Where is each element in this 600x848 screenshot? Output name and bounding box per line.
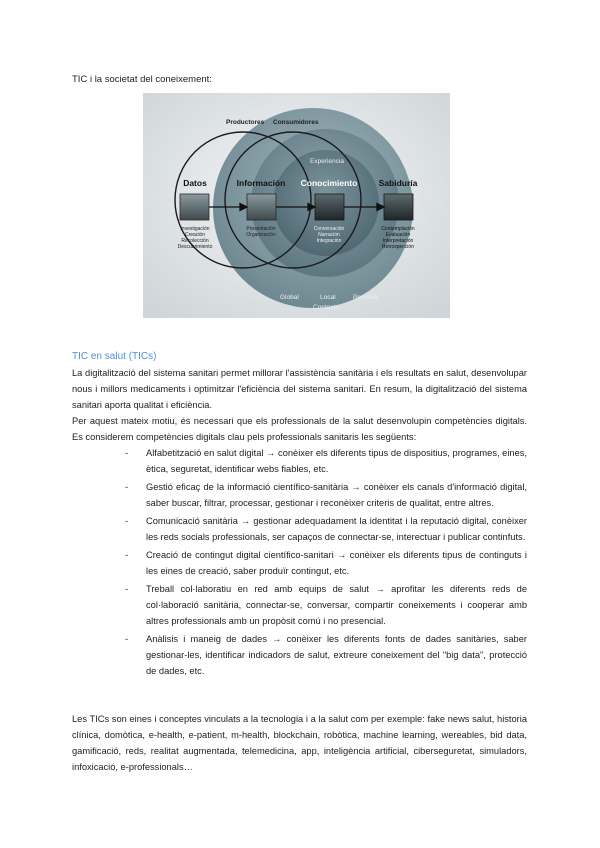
list-item-text: Gestió eficaç de la informació científico-sanitària → conèixer els canals d'informació digital, saber buscar, filtrar, processar, gestionar i reconèixer criteris de qualitat, entre altres. (146, 482, 527, 508)
local-label: Local (320, 294, 336, 301)
context-label: Contexto (313, 304, 340, 311)
stage-title-sabiduria: Sabiduría (378, 178, 418, 188)
experience-label: Experiencia (310, 158, 344, 165)
list-item-text: Comunicació sanitària → gestionar adequadament la identitat i la reputació digital, conèixer les reds socials professionals, ser capaços de connectar-se, interectuar i publicar continfuts. (146, 516, 527, 542)
stage-desc: Presentación (246, 226, 276, 232)
stage-box-informacion (247, 194, 276, 220)
personal-label: Personal (353, 294, 379, 301)
stage-desc: Conversación (313, 226, 345, 232)
list-item (125, 479, 527, 511)
bullet-dash: - (125, 550, 129, 560)
list-item (125, 513, 527, 545)
list-item-text: Anàlisis i maneig de dades → conèixer les diferents fonts de dades sanitàries, saber gestionar-les, identificar indicadors de salut, extreure coneixement del "big data", protecció de dades, etc. (146, 634, 527, 676)
list-item-text: Creació de contingut digital científico-sanitari → conèixer els diferents tipus de continguts i les eines de creació, saber produïr contingut, etc. (146, 550, 527, 576)
list-item (125, 581, 527, 629)
stage-desc: Creación (184, 232, 206, 238)
knowledge-diagram (143, 93, 450, 318)
stage-desc: Evaluación (385, 232, 411, 238)
consumers-label: Consumidores (273, 119, 319, 126)
intro-text: TIC i la societat del coneixement: (72, 74, 212, 85)
stage-desc: Investigación (180, 226, 210, 232)
bullet-dash: - (125, 584, 129, 594)
stage-desc: Narración (318, 232, 340, 238)
stage-desc: Contemplación (381, 226, 415, 232)
stage-title-datos: Datos (183, 178, 207, 188)
stage-desc: Integración (316, 238, 342, 244)
competencies-list (125, 445, 527, 681)
stage-box-conocimiento (315, 194, 344, 220)
stage-box-datos (180, 194, 209, 220)
paragraph-competencies: Per aquest mateix motiu, és necessari que els professionals de la salut desenvolupin competències digitals. Es considerem competències digitals clau pels professionals sanitaris les següents: (72, 416, 527, 442)
section-title: TIC en salut (TICs) (72, 351, 157, 362)
global-label: Global (280, 294, 299, 301)
bullet-dash: - (125, 482, 129, 492)
list-item-text: Alfabetització en salut digital → conèixer els diferents tipus de dispositius, programes, eines, ètica, seguretat, identificar webs fiables, etc. (146, 448, 527, 474)
stage-desc: Descubrimiento (177, 244, 213, 250)
stage-box-sabiduria (384, 194, 413, 220)
stage-desc: Retrospección (382, 244, 414, 250)
bullet-dash: - (125, 448, 129, 458)
stage-desc: Organización (246, 232, 276, 238)
list-item (125, 631, 527, 679)
bullet-dash: - (125, 516, 129, 526)
producers-label: Productores (226, 119, 265, 126)
list-item-text: Treball col·laboratiu en red amb equips de salut → aprofitar les diferents reds de col·laboració sanitària, connectar-se, conversar, compartir coneixements i cooperar amb altres professionals amb un propòsit comú i no presencial. (146, 584, 527, 626)
stage-title-conocimiento: Conocimiento (300, 178, 358, 188)
stage-desc: Interpretación (382, 238, 414, 244)
paragraph-tics-examples: Les TICs son eines i conceptes vinculats a la tecnologia i a la salut com per exemple: fake news salut, historia clínica, domòtica, e-health, e-patient, m-health, blockchain, robòtica, machine learning, wereables, bid data, gamificació, reds, realitat augmentada, telemedicina, app, inteligència artificial, ciberseguretat, simuladors, infoxicació, e-professionals… (72, 714, 527, 772)
bullet-dash: - (125, 634, 129, 644)
stage-title-informacion: Información (236, 178, 286, 188)
stage-desc: Recolección (181, 238, 209, 244)
paragraph-digitalization: La digitalització del sistema sanitari permet millorar l'assistència sanitària i els resultats en salut, desenvolupar nous i millors medicaments i optimitzar l'eficiència del sistema sanitari. En resum, la digitalització del sistema sanitari aporta qualitat i eficiència. (72, 368, 527, 410)
list-item (125, 445, 527, 477)
list-item (125, 547, 527, 579)
